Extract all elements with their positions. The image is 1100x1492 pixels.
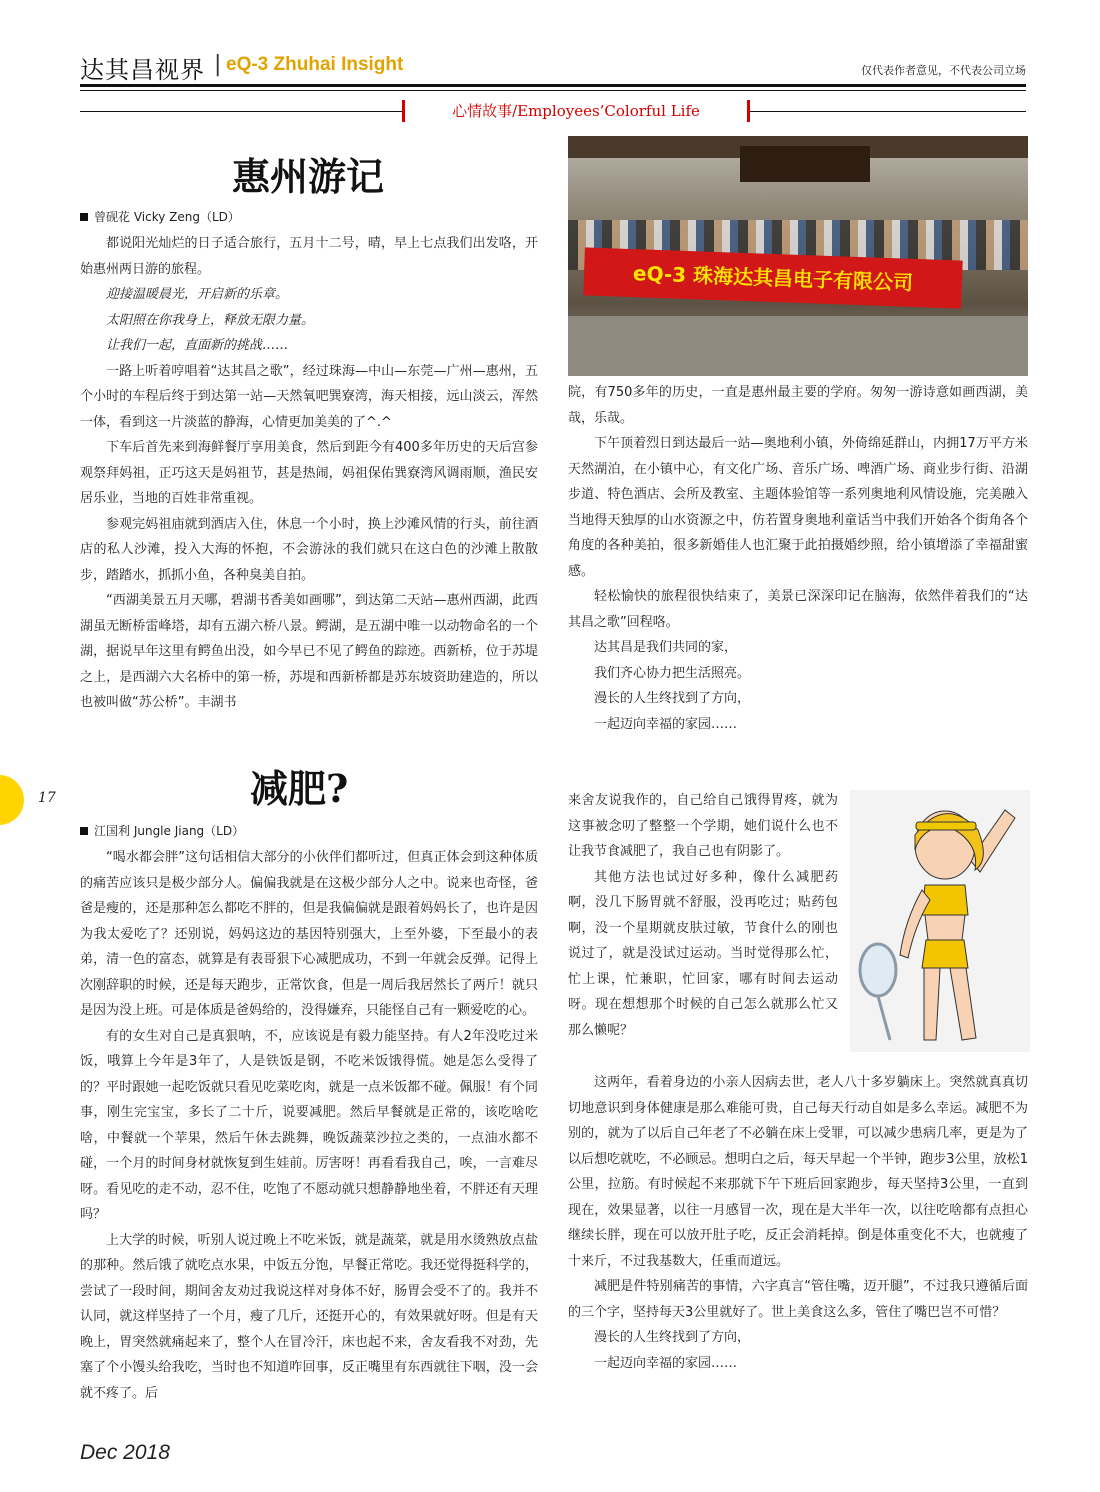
article1-column1: [80, 231, 538, 716]
paragraph: 减肥是件特别痛苦的事情，六字真言“管住嘴，迈开腿”，不过我只遵循后面的三个字，坚持每天3公里就好了。世上美食这么多，管住了嘴巴岂不可惜？: [568, 1279, 1028, 1320]
photo-gate-sign: [740, 146, 870, 182]
paragraph: 一起迈向幸福的家园……: [594, 1355, 738, 1371]
article2-column2-top: [568, 788, 838, 1043]
photo-ground: [568, 316, 1028, 376]
sports-shorts: [922, 940, 968, 968]
cartoon-girl-illustration: [850, 790, 1030, 1052]
paragraph: 迎接温暖晨光，开启新的乐章。: [106, 287, 289, 302]
article2-column2-bottom: [568, 1070, 1028, 1376]
article2-byline: [80, 822, 244, 839]
paragraph: “喝水都会胖”这句话相信大部分的小伙伴们都听过，但真正体会到这种体质的痛苦应该只是极少部分人。偏偏我就是在这极少部分人之中。说来也奇怪，爸爸是瘦的，还是那种怎么都吃不胖的，但是我偏偏就是跟着妈妈长了，也许是因为我太爱吃了？还别说，妈妈这边的基因特别强大，上至外婆，下至最小的表弟，清一色的富态，就算是有表哥狠下心减肥成功，不到一年就会反弹。记得上次刚辞职的时候，还是每天跑步，正常饮食，但是一周后我居然长了两斤！就只是因为没上班。可是体质是爸妈给的，没得嫌弃，只能怪自己有一颗爱吃的心。: [80, 850, 538, 1018]
paragraph: 下午顶着烈日到达最后一站—奥地利小镇，外倚绵延群山，内拥17万平方米天然湖泊，在小镇中心，有文化广场、音乐广场、啤酒广场、商业步行街、沿湖步道、特色酒店、会所及教室、主题体验馆等一系列奥地利风情设施，完美融入当地得天独厚的山水资源之中，仿若置身奥地利童话当中我们开始各个街角各个角度的各种美拍，很多新婚佳人也汇聚于此拍摄婚纱照，给小镇增添了幸福甜蜜感。: [568, 436, 1028, 579]
title-separator: |: [214, 52, 222, 77]
header-rule-thin: [80, 90, 1026, 91]
issue-date: Dec 2018: [80, 1441, 170, 1464]
article1-author: 曾砚花 Vicky Zeng（LD）: [94, 210, 240, 224]
paragraph: 院，有750多年的历史，一直是惠州最主要的学府。匆匆一游诗意如画西湖，美哉，乐哉。: [568, 385, 1028, 426]
paragraph: 一起迈向幸福的家园……: [594, 716, 738, 732]
article2-author: 江国利 Jungle Jiang（LD）: [94, 824, 245, 838]
paragraph: 漫长的人生终找到了方向，: [594, 1330, 751, 1345]
article1-title: 惠州游记: [232, 154, 385, 199]
disclaimer: 仅代表作者意见，不代表公司立场: [861, 64, 1026, 77]
paragraph: 这两年，看着身边的小亲人因病去世，老人八十多岁躺床上。突然就真真切切地意识到身体健康是那么难能可贵，自己每天行动自如是多么幸运。减肥不为别的，就为了以后自己年老了不必躺在床上受罪，可以减少患病几率，更是为了以后想吃就吃，不必顾忌。想明白之后，每天早起一个半钟，跑步3公里，放松1公里，拉筋。有时候起不来那就下午下班后回家跑步，每天坚持3公里，一直到现在，效果显著，以往一月感冒一次，现在是大半年一次，以往吃啥都有点担心继续长胖，现在可以放开肚子吃，反正会消耗掉。倒是体重变化不大，也就瘦了十来斤，不过我基数大，任重而道远。: [568, 1075, 1028, 1269]
article2-column1: [80, 845, 538, 1406]
paragraph: 上大学的时候，听别人说过晚上不吃米饭，就是蔬菜，就是用水烫熟放点盐的那种。然后饿了就吃点水果，中饭五分饱，早餐正常吃。我还觉得挺科学的，尝试了一段时间，期间舍友劝过我说这样对身体不好，肠胃会受不了的。我并不认同，就这样坚持了一个月，瘦了几斤，还挺开心的，有效果就好呀。但是有天晚上，胃突然就痛起来了，整个人在冒冷汗，床也起不来，舍友看我不对劲，先塞了个小馒头给我吃，当时也不知道咋回事，反正嘴里有东西就往下咽，没一会就不疼了。后: [80, 1232, 538, 1401]
paragraph: 其他方法也试过好多种，像什么减肥药啊，没几下肠胃就不舒服，没再吃过；贴药包啊，没一个星期就皮肤过敏，节食什么的刚也说过了，就是没试过运动。当时觉得那么忙，忙上课，忙兼职，忙回家，哪有时间去运动呀。现在想想那个时候的自己怎么就那么忙又那么懒呢？: [568, 869, 838, 1038]
magazine-title-cn: 达其昌视界: [80, 56, 205, 84]
mirror-icon: [860, 944, 896, 996]
paragraph: 太阳照在你我身上，释放无限力量。: [106, 312, 315, 328]
magazine-title-en: eQ-3 Zhuhai Insight: [226, 54, 404, 75]
paragraph: 让我们一起，直面新的挑战……: [106, 338, 289, 353]
byline-square-icon: [80, 213, 88, 221]
article1-column2: [568, 380, 1028, 737]
paragraph: 都说阳光灿烂的日子适合旅行，五月十二号，晴，早上七点我们出发咯，开始惠州两日游的旅程。: [80, 236, 538, 277]
header-rule: [80, 84, 1026, 87]
page-tab: [0, 775, 24, 825]
byline-square-icon: [80, 827, 88, 835]
section-label: 心情故事/Employees’Colorful Life: [402, 100, 750, 122]
article1-byline: [80, 208, 240, 225]
paragraph: 下车后首先来到海鲜餐厅享用美食，然后到距今有400多年历史的天后宫参观祭拜妈祖，正巧这天是妈祖节，甚是热闹，妈祖保佑巽寮湾风调雨顺，渔民安居乐业，当地的百姓非常重视。: [80, 440, 538, 506]
waist: [925, 915, 965, 940]
paragraph: 参观完妈祖庙就到酒店入住，休息一个小时，换上沙滩风情的行头，前往酒店的私人沙滩，投入大海的怀抱，不会游泳的我们就只在这白色的沙滩上散散步，踏踏水，抓抓小鱼，各种臭美自拍。: [80, 516, 538, 583]
page-number: 17: [38, 790, 56, 806]
paragraph: 来舍友说我作的，自己给自己饿得胃疼，就为这事被念叨了整整一个学期，她们说什么也不让我节食减肥了，我自己也有阴影了。: [568, 793, 838, 859]
paragraph: 一路上听着哼唱着“达其昌之歌”，经过珠海—中山—东莞—广州—惠州，五个小时的车程后终于到达第一站—天然氧吧巽寮湾，海天相接，远山淡云，浑然一体，看到这一片淡蓝的静海，心情更加美美的了^.^: [80, 363, 538, 430]
photo-banner: eQ-3 珠海达其昌电子有限公司: [583, 247, 962, 308]
paragraph: “西湖美景五月天哪，碧湖书香美如画哪”，到达第二天站—惠州西湖，此西湖虽无断桥雷峰塔，却有五湖六桥八景。鳄湖，是五湖中唯一以动物命名的一个湖，据说早年这里有鳄鱼出没，如今早已不见了鳄鱼的踪迹。西新桥，位于苏堤之上，是西湖六大名桥中的第一桥，苏堤和西新桥都是苏东坡资助建造的，所以也被叫做“苏公桥”。丰湖书: [80, 593, 538, 710]
article2-title: 减肥?: [250, 766, 349, 811]
paragraph: 漫长的人生终找到了方向，: [594, 691, 751, 706]
paragraph: 我们齐心协力把生活照亮。: [594, 665, 751, 681]
paragraph: 有的女生对自己是真狠呐，不，应该说是有毅力能坚持。有人2年没吃过米饭，哦算上今年是3年了，人是铁饭是钢，不吃米饭饿得慌。她是怎么受得了的？平时跟她一起吃饭就只看见吃菜吃肉，就是一点米饭都不碰。佩服！有个同事，刚生完宝宝，多长了二十斤，说要减肥。然后早餐就是正常的，该吃啥吃啥，中餐就一个苹果，然后午休去跳舞，晚饭蔬菜沙拉之类的，一点油水都不碰，一个月的时间身材就恢复到生娃前。厉害呀！再看看我自己，唉，一言难尽呀。看见吃的走不动，忍不住，吃饱了不愿动就只想静静地坐着，不胖还有天理吗？: [80, 1028, 538, 1222]
paragraph: 轻松愉快的旅程很快结束了，美景已深深印记在脑海，依然伴着我们的“达其昌之歌”回程咯。: [568, 589, 1028, 630]
group-photo: [568, 136, 1028, 376]
paragraph: 达其昌是我们共同的家，: [594, 640, 738, 655]
headband: [916, 822, 976, 830]
